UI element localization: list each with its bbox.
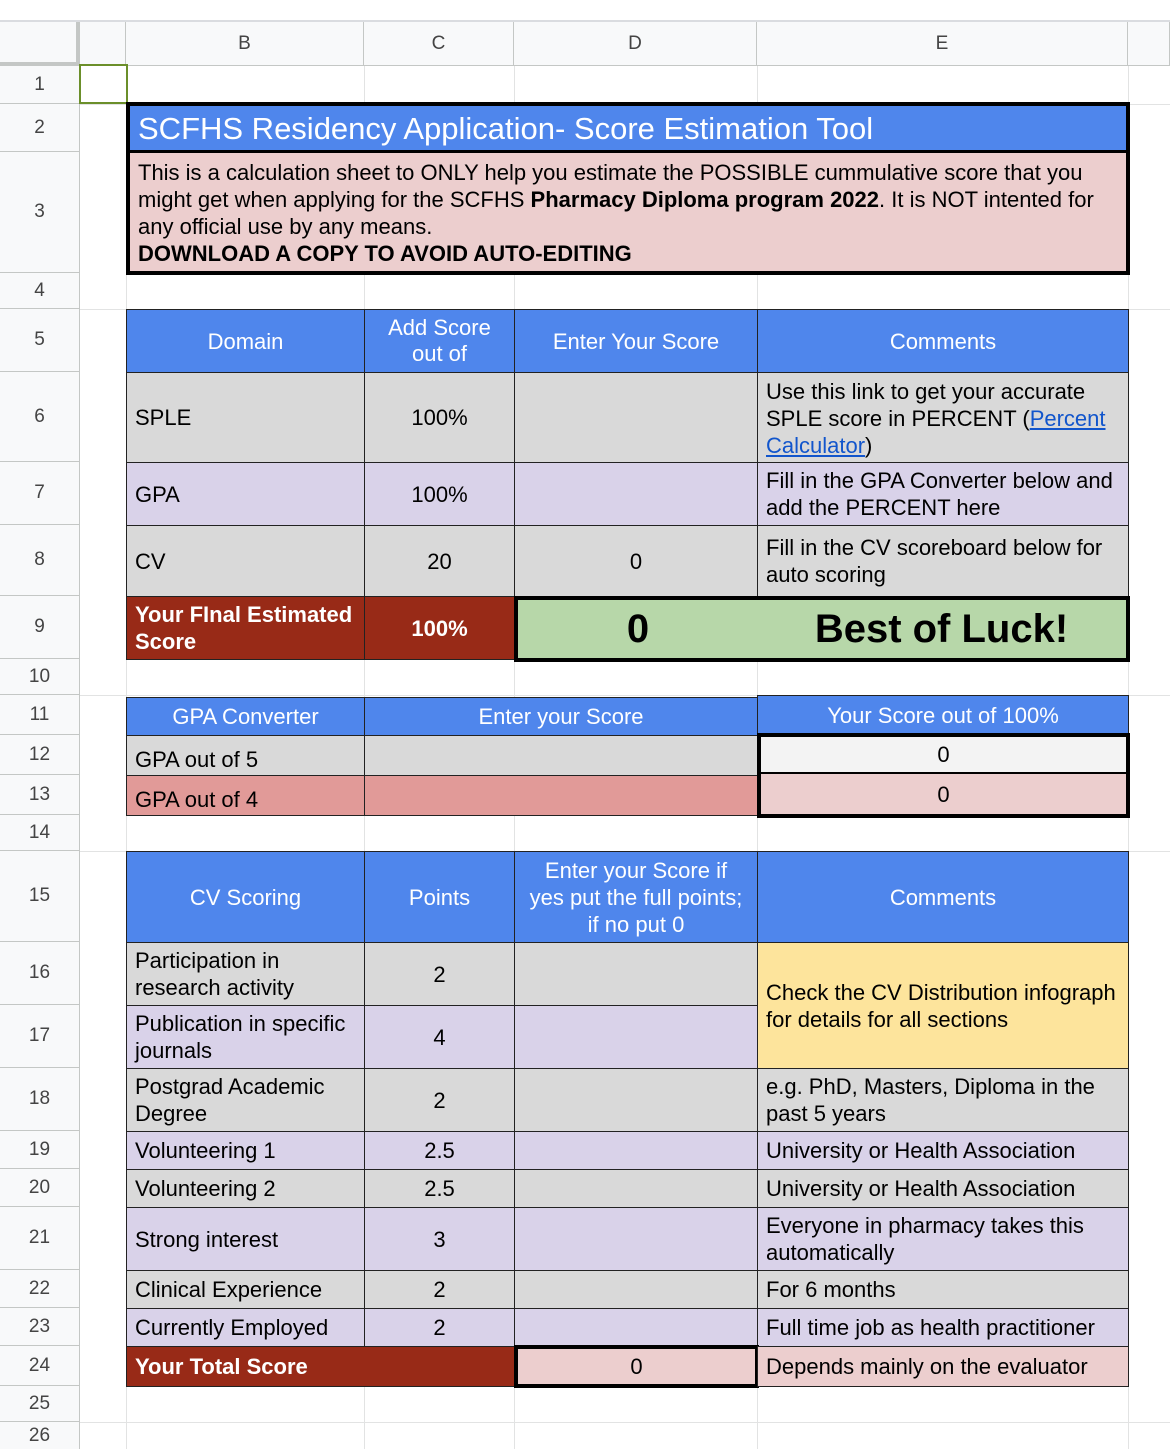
header-cv-scoring[interactable]: CV Scoring xyxy=(126,851,365,943)
cv-score-currently-employed[interactable] xyxy=(514,1308,758,1347)
toolbar-edge xyxy=(0,0,1170,22)
cv-score-postgrad[interactable] xyxy=(514,1068,758,1132)
row-header[interactable]: 24 xyxy=(0,1346,80,1386)
column-header-c[interactable]: C xyxy=(364,22,514,66)
column-header-d[interactable]: D xyxy=(514,22,757,66)
domain-cv[interactable]: CV xyxy=(126,525,365,597)
gridline xyxy=(80,1422,1170,1423)
cv-points-currently-employed[interactable]: 2 xyxy=(364,1308,515,1347)
score-input-sple[interactable] xyxy=(514,372,758,463)
row-header[interactable]: 25 xyxy=(0,1386,80,1422)
cv-item-publication[interactable]: Publication in specific journals xyxy=(126,1005,365,1069)
cv-item-strong-interest[interactable]: Strong interest xyxy=(126,1207,365,1271)
gpa-out-of-5-label[interactable]: GPA out of 5 xyxy=(126,735,365,776)
domain-sple[interactable]: SPLE xyxy=(126,372,365,463)
column-header-b[interactable]: B xyxy=(126,22,364,66)
cv-comment-volunteering-2[interactable]: University or Health Association xyxy=(757,1169,1129,1208)
row-header[interactable]: 4 xyxy=(0,273,80,309)
cv-item-volunteering-2[interactable]: Volunteering 2 xyxy=(126,1169,365,1208)
gpa-out-of-4-input[interactable] xyxy=(364,775,758,816)
comment-cv[interactable]: Fill in the CV scoreboard below for auto scoring xyxy=(757,525,1129,597)
comment-sple-text: Use this link to get your accurate SPLE score in PERCENT ( xyxy=(766,379,1086,431)
row-header[interactable]: 23 xyxy=(0,1308,80,1346)
row-header[interactable]: 20 xyxy=(0,1169,80,1207)
cv-distribution-note[interactable]: Check the CV Distribution infograph for details for all sections xyxy=(757,942,1129,1069)
intro-warning: DOWNLOAD A COPY TO AVOID AUTO-EDITING xyxy=(138,241,632,266)
cv-points-strong-interest[interactable]: 3 xyxy=(364,1207,515,1271)
row-header[interactable]: 2 xyxy=(0,104,80,152)
header-gpa-converter[interactable]: GPA Converter xyxy=(126,697,365,736)
column-header-a[interactable] xyxy=(80,22,126,66)
header-domain[interactable]: Domain xyxy=(126,309,365,373)
cv-comment-volunteering-1[interactable]: University or Health Association xyxy=(757,1131,1129,1170)
row-header[interactable]: 3 xyxy=(0,152,80,273)
header-cv-enter-score[interactable]: Enter your Score if yes put the full points; if no put 0 xyxy=(514,851,758,943)
cv-item-research[interactable]: Participation in research activity xyxy=(126,942,365,1006)
gpa-out-of-4-result[interactable]: 0 xyxy=(757,774,1130,818)
row-header[interactable]: 10 xyxy=(0,659,80,695)
score-cv[interactable]: 0 xyxy=(514,525,758,597)
header-gpa-result[interactable]: Your Score out of 100% xyxy=(757,695,1129,736)
row-header[interactable]: 9 xyxy=(0,596,80,659)
row-header[interactable]: 7 xyxy=(0,462,80,525)
cv-comment-strong-interest[interactable]: Everyone in pharmacy takes this automatically xyxy=(757,1207,1129,1271)
cv-score-research[interactable] xyxy=(514,942,758,1006)
column-header-e[interactable]: E xyxy=(757,22,1128,66)
max-sple[interactable]: 100% xyxy=(364,372,515,463)
cv-total-value[interactable]: 0 xyxy=(514,1345,759,1388)
intro-text: This is a calculation sheet to ONLY help you estimate the POSSIBLE cummulative score that you might get when applying for the SCFHS xyxy=(138,160,1083,212)
cv-points-volunteering-2[interactable]: 2.5 xyxy=(364,1169,515,1208)
row-header[interactable]: 15 xyxy=(0,851,80,942)
cv-score-strong-interest[interactable] xyxy=(514,1207,758,1271)
comment-sple[interactable] xyxy=(757,372,1129,463)
cv-points-postgrad[interactable]: 2 xyxy=(364,1068,515,1132)
score-input-gpa[interactable] xyxy=(514,462,758,526)
intro-program: Pharmacy Diploma program 2022 xyxy=(530,187,880,212)
intro-note[interactable] xyxy=(126,152,1130,275)
row-header[interactable]: 6 xyxy=(0,372,80,462)
header-enter-score[interactable]: Enter Your Score xyxy=(514,309,758,373)
comment-gpa[interactable]: Fill in the GPA Converter below and add the PERCENT here xyxy=(757,462,1129,526)
final-score-value[interactable]: 0 xyxy=(514,596,758,662)
row-header[interactable]: 11 xyxy=(0,695,80,735)
column-header-f[interactable] xyxy=(1128,22,1170,66)
cv-item-postgrad[interactable]: Postgrad Academic Degree xyxy=(126,1068,365,1132)
select-all-corner[interactable] xyxy=(0,22,80,66)
cv-total-comment[interactable]: Depends mainly on the evaluator xyxy=(757,1346,1129,1387)
row-header[interactable]: 18 xyxy=(0,1068,80,1131)
cv-points-clinical-experience[interactable]: 2 xyxy=(364,1270,515,1309)
final-score-max[interactable]: 100% xyxy=(364,596,515,660)
cv-total-label[interactable]: Your Total Score xyxy=(126,1346,515,1387)
max-cv[interactable]: 20 xyxy=(364,525,515,597)
header-gpa-enter[interactable]: Enter your Score xyxy=(364,697,758,736)
final-score-message[interactable]: Best of Luck! xyxy=(757,596,1130,662)
row-header[interactable]: 26 xyxy=(0,1422,80,1449)
percent-calculator-link[interactable]: Percent Calculator xyxy=(766,406,1106,458)
sheet-title[interactable]: SCFHS Residency Application- Score Estimation Tool xyxy=(126,102,1130,154)
row-header[interactable]: 12 xyxy=(0,735,80,775)
cv-score-publication[interactable] xyxy=(514,1005,758,1069)
gpa-out-of-4-label[interactable]: GPA out of 4 xyxy=(126,775,365,816)
cv-points-volunteering-1[interactable]: 2.5 xyxy=(364,1131,515,1170)
cv-score-volunteering-2[interactable] xyxy=(514,1169,758,1208)
row-header[interactable]: 22 xyxy=(0,1270,80,1308)
row-header[interactable]: 19 xyxy=(0,1131,80,1169)
row-header[interactable]: 5 xyxy=(0,309,80,372)
cv-score-volunteering-1[interactable] xyxy=(514,1131,758,1170)
header-points[interactable]: Points xyxy=(364,851,515,943)
intro-text-end: . It is NOT intented for any official use by any means. xyxy=(138,187,1094,239)
cv-points-publication[interactable]: 4 xyxy=(364,1005,515,1069)
active-cell-selection[interactable] xyxy=(79,64,128,104)
cv-points-research[interactable]: 2 xyxy=(364,942,515,1006)
row-header[interactable]: 16 xyxy=(0,942,80,1005)
row-header[interactable]: 21 xyxy=(0,1207,80,1270)
cv-comment-postgrad[interactable]: e.g. PhD, Masters, Diploma in the past 5 years xyxy=(757,1068,1129,1132)
gpa-out-of-5-input[interactable] xyxy=(364,735,758,776)
cv-comment-currently-employed[interactable]: Full time job as health practitioner xyxy=(757,1308,1129,1347)
header-cv-comments[interactable]: Comments xyxy=(757,851,1129,943)
max-gpa[interactable]: 100% xyxy=(364,462,515,526)
gpa-out-of-5-result[interactable]: 0 xyxy=(757,733,1130,776)
header-add-score[interactable]: Add Score out of xyxy=(364,309,515,373)
domain-gpa[interactable]: GPA xyxy=(126,462,365,526)
cv-score-clinical-experience[interactable] xyxy=(514,1270,758,1309)
comment-sple-close: ) xyxy=(865,433,873,458)
row-header[interactable]: 13 xyxy=(0,775,80,815)
row-header[interactable]: 17 xyxy=(0,1005,80,1068)
final-score-label[interactable]: Your FInal Estimated Score xyxy=(126,596,365,660)
cv-item-currently-employed[interactable]: Currently Employed xyxy=(126,1308,365,1347)
cv-item-volunteering-1[interactable]: Volunteering 1 xyxy=(126,1131,365,1170)
row-header[interactable]: 14 xyxy=(0,815,80,851)
cv-comment-clinical-experience[interactable]: For 6 months xyxy=(757,1270,1129,1309)
row-header[interactable]: 1 xyxy=(0,66,80,104)
row-header[interactable]: 8 xyxy=(0,525,80,596)
cv-item-clinical-experience[interactable]: Clinical Experience xyxy=(126,1270,365,1309)
header-comments[interactable]: Comments xyxy=(757,309,1129,373)
